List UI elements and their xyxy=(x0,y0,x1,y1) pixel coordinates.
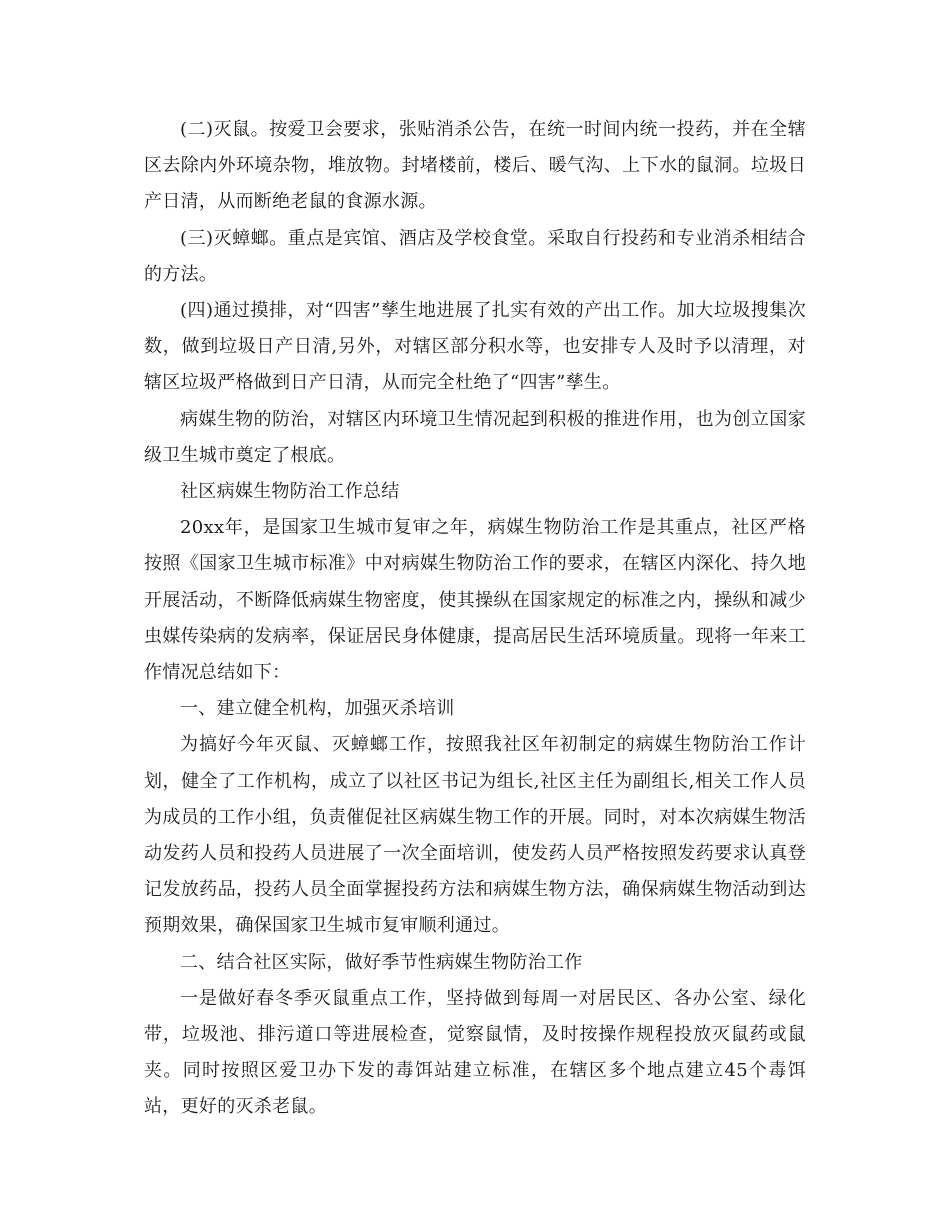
document-body xyxy=(144,112,806,1126)
paragraph-cockroach-control: (三)灭蟑螂。重点是宾馆、酒店及学校食堂。采取自行投药和专业消杀相结合的方法。 xyxy=(144,227,806,285)
paragraph-rat-control: (二)灭鼠。按爱卫会要求，张贴消杀公告，在统一时间内统一投药，并在全辖区去除内外环境杂物，堆放物。封堵楼前，楼后、暖气沟、上下水的鼠洞。垃圾日产日清，从而断绝老鼠的食源水源。 xyxy=(144,119,806,213)
heading-organization-training: 一、建立健全机构，加强灭杀培训 xyxy=(180,698,455,720)
section-title: 社区病媒生物防治工作总结 xyxy=(180,481,400,503)
heading-seasonal-prevention: 二、结合社区实际，做好季节性病媒生物防治工作 xyxy=(180,951,583,973)
paragraph-prevention-effect: 病媒生物的防治，对辖区内环境卫生情况起到积极的推进作用，也为创立国家级卫生城市奠定了根底。 xyxy=(144,408,806,466)
paragraph-seasonal-prevention: 一是做好春冬季灭鼠重点工作，坚持做到每周一对居民区、各办公室、绿化带，垃圾池、排污道口等进展检查，觉察鼠情，及时按操作规程投放灭鼠药或鼠夹。同时按照区爱卫办下发的毒饵站建立标准，在辖区多个地点建立45个毒饵站，更好的灭杀老鼠。 xyxy=(144,987,806,1118)
paragraph-organization-training: 为搞好今年灭鼠、灭蟑螂工作，按照我社区年初制定的病媒生物防治工作计划，健全了工作机构，成立了以社区书记为组长,社区主任为副组长,相关工作人员为成员的工作小组，负责催促社区病媒生物工作的开展。同时，对本次病媒生物活动发药人员和投药人员进展了一次全面培训，使发药人员严格按照发药要求认真登记发放药品，投药人员全面掌握投药方法和病媒生物方法，确保病媒生物活动到达预期效果，确保国家卫生城市复审顺利通过。 xyxy=(144,734,806,937)
paragraph-breeding-site-cleanup: (四)通过摸排，对“四害”孳生地进展了扎实有效的产出工作。加大垃圾搜集次数，做到垃圾日产日清,另外，对辖区部分积水等，也安排专人及时予以清理，对辖区垃圾严格做到日产日清，从而完全杜绝了“四害”孳生。 xyxy=(144,300,806,394)
paragraph-annual-overview: 20xx年，是国家卫生城市复审之年，病媒生物防治工作是其重点，社区严格按照《国家卫生城市标准》中对病媒生物防治工作的要求，在辖区内深化、持久地开展活动，不断降低病媒生物密度，使其操纵在国家规定的标准之内，操纵和减少虫媒传染病的发病率，保证居民身体健康，提高居民生活环境质量。现将一年来工作情况总结如下： xyxy=(144,517,806,684)
